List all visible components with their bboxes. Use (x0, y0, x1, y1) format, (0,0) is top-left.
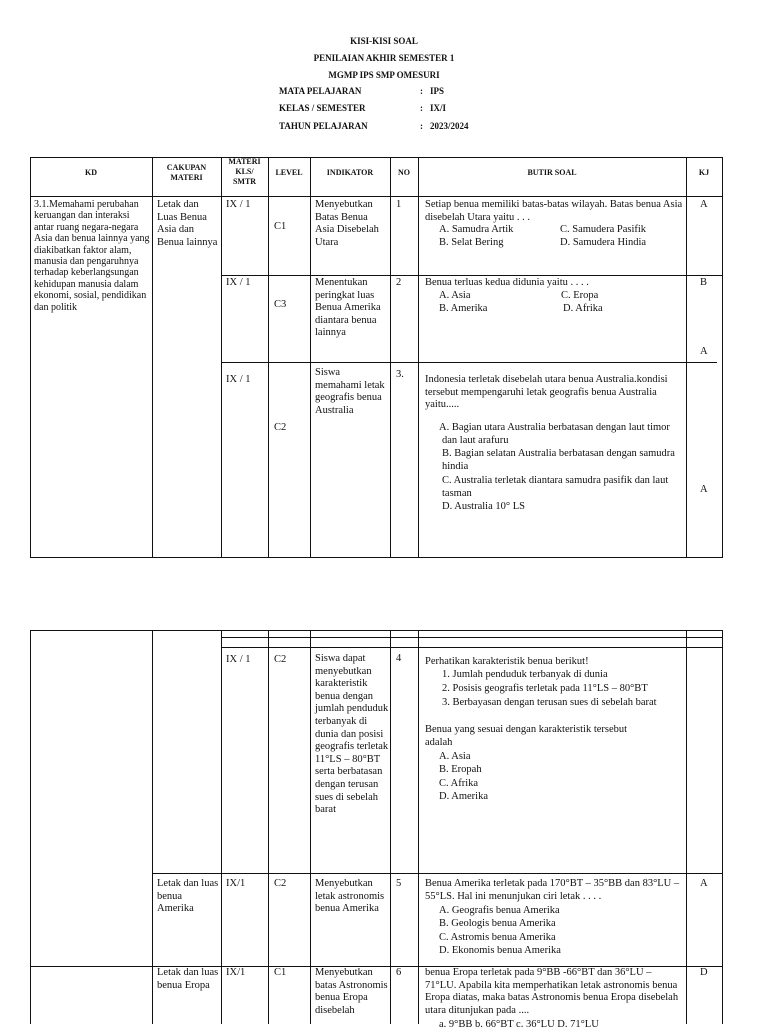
option-d: D. Ekonomis benua Amerika (439, 945, 561, 956)
option-d: D. Afrika (563, 303, 603, 314)
indikator-cell: Menyebutkan letak astronomis benua Amerika (315, 878, 385, 915)
option-c: C. Afrika (439, 778, 479, 789)
option-c: C. Samudera Pasifik (560, 224, 647, 235)
doc-title: KISI-KISI SOAL (350, 36, 418, 46)
col-header-kd: KD (85, 168, 97, 177)
list-item-3: 3. Berbayasan dengan terusan sues di sebelah barat (442, 697, 657, 708)
kj-cell: A (700, 199, 708, 210)
kd-text: 3.1.Memahami perubahan keruangan dan interaksi antar ruang negara-negara Asia dan benua lainnya yang diakibatkan faktor alam, manusia dan pengaruhnya terhadap keberlangsungan kehidupan manusia dalam ekonomi, sosial, pendidikan dan politik (34, 199, 150, 313)
col-header-materi-3: SMTR (232, 177, 257, 186)
field-label-kelas: KELAS / SEMESTER (279, 103, 366, 113)
cakupan-cell: Letak dan luas benua Eropa (157, 967, 219, 991)
question-text: Perhatikan karakteristik benua berikut! (425, 656, 589, 667)
kj-cell-extra: A (700, 346, 708, 357)
field-label-mapel: MATA PELAJARAN (279, 86, 362, 96)
option-b: B. Selat Bering (439, 237, 504, 248)
cakupan-cell: Letak dan luas benua Amerika (157, 878, 219, 915)
col-header-no: NO (398, 168, 410, 177)
no-cell: 6 (396, 967, 402, 978)
option-a: A. Asia (439, 290, 471, 301)
level-cell: C2 (274, 422, 287, 433)
doc-org: MGMP IPS SMP OMESURI (328, 70, 440, 80)
indikator-cell: Menentukan peringkat luas Benua Amerika diantara benua lainnya (315, 277, 381, 339)
option-a: A. Asia (439, 751, 471, 762)
field-value-tahun: 2023/2024 (430, 121, 469, 131)
list-item-1: 1. Jumlah penduduk terbanyak di dunia (442, 669, 608, 680)
field-colon: : (420, 86, 423, 96)
kj-cell: A (700, 878, 708, 889)
kls-cell: IX / 1 (226, 199, 251, 210)
no-cell: 4 (396, 653, 402, 664)
indikator-cell: Menyebutkan Batas Benua Asia Disebelah Utara (315, 199, 379, 248)
kj-cell: D (700, 967, 708, 978)
option-a: A. Samudra Artik (439, 224, 514, 235)
col-header-materi-2: KLS/ (235, 167, 254, 176)
indikator-cell: Siswa memahami letak geografis benua Australia (315, 367, 385, 416)
question-text-2: Benua yang sesuai dengan karakteristik tersebut adalah (425, 724, 628, 748)
question-text: Benua terluas kedua didunia yaitu . . . . (425, 277, 589, 288)
kls-cell: IX/1 (226, 967, 246, 978)
option-d: D. Samudera Hindia (560, 237, 647, 248)
kls-cell: IX/1 (226, 878, 246, 889)
option-row: a. 9°BB b. 66°BT c. 36°LU D. 71°LU (439, 1019, 599, 1030)
field-label-tahun: TAHUN PELAJARAN (279, 121, 368, 131)
option-b: B. Bagian selatan Australia berbatasan dengan samudra hindia (442, 448, 675, 472)
cakupan-cell: Letak dan Luas Benua Asia dan Benua lainnya (157, 199, 218, 248)
question-text: Setiap benua memiliki batas-batas wilayah. Batas benua Asia disebelah Utara yaitu . . . (425, 199, 683, 223)
no-cell: 1 (396, 199, 402, 210)
field-value-kelas: IX/I (430, 103, 447, 113)
option-c: C. Astromis benua Amerika (439, 932, 556, 943)
level-cell: C1 (274, 221, 287, 232)
field-value-mapel: IPS (430, 86, 445, 96)
option-d: D. Amerika (439, 791, 488, 802)
col-header-cakupan-1: CAKUPAN (166, 163, 207, 172)
col-header-level: LEVEL (275, 168, 303, 177)
col-header-materi-1: MATERI (228, 157, 261, 166)
kls-cell: IX / 1 (226, 654, 251, 665)
field-colon: : (420, 103, 423, 113)
indikator-cell: Siswa dapat menyebutkan karakteristik benua dengan jumlah penduduk terbanyak di dunia dan posisi geografis terletak 11°LS – 80°BT serta berbatasan dengan terusan sues di sebelah barat (315, 653, 389, 816)
kls-cell: IX / 1 (226, 277, 251, 288)
question-text: Indonesia terletak disebelah utara benua Australia.kondisi tersebut mempengaruhi letak geografis benua Australia yaitu..... (425, 374, 668, 411)
option-a: A. Geografis benua Amerika (439, 905, 560, 916)
level-cell: C2 (274, 878, 287, 889)
question-text: benua Eropa terletak pada 9°BB -66°BT dan 36°LU – 71°LU. Apabila kita memperhatikan letak astronomis benua Eropa diatas, maka batas Astronomis benua Eropa disebelah utara ditunjukan pada .... (425, 967, 679, 1016)
level-cell: C3 (274, 299, 287, 310)
level-cell: C1 (274, 967, 287, 978)
no-cell: 5 (396, 878, 402, 889)
no-cell: 2 (396, 277, 402, 288)
option-b: B. Eropah (439, 764, 482, 775)
indikator-cell: Menyebutkan batas Astronomis benua Eropa disebelah (315, 967, 388, 1016)
col-header-butir-soal: BUTIR SOAL (527, 168, 577, 177)
option-d: D. Australia 10° LS (442, 501, 525, 512)
option-c: C. Australia terletak diantara samudra pasifik dan laut tasman (442, 475, 669, 499)
kj-cell: B (700, 277, 708, 288)
question-text: Benua Amerika terletak pada 170°BT – 35°BB dan 83°LU – 55°LS. Hal ini menunjukan ciri letak . . . . (425, 878, 680, 902)
doc-subtitle: PENILAIAN AKHIR SEMESTER 1 (313, 53, 455, 63)
col-header-kj: KJ (698, 168, 710, 177)
kj-cell: A (700, 484, 708, 495)
option-b: B. Amerika (439, 303, 488, 314)
col-header-cakupan-2: MATERI (170, 173, 203, 182)
list-item-2: 2. Posisis geografis terletak pada 11°LS – 80°BT (442, 683, 648, 694)
level-cell: C2 (274, 654, 287, 665)
option-b: B. Geologis benua Amerika (439, 918, 556, 929)
field-colon: : (420, 121, 423, 131)
kls-cell: IX / 1 (226, 374, 251, 385)
col-header-indikator: INDIKATOR (326, 168, 374, 177)
option-c: C. Eropa (561, 290, 599, 301)
option-a: A. Bagian utara Australia berbatasan dengan laut timor dan laut arafuru (439, 422, 670, 446)
no-cell: 3. (396, 369, 404, 380)
